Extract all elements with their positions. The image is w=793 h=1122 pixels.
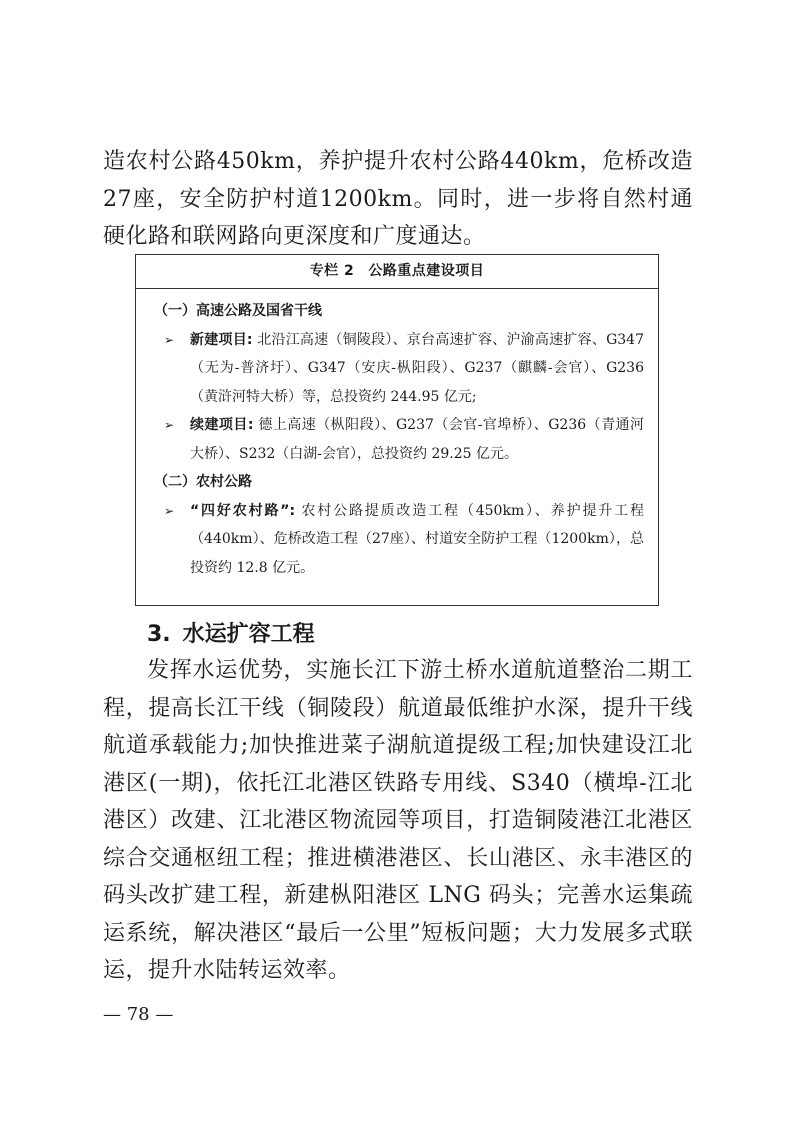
arrow-bullet-icon: ➢ (164, 418, 175, 432)
project-box (135, 254, 659, 606)
box-item-text: 北沿江高速（铜陵段）、京台高速扩容、沪渝高速扩容、G347（无为-普济圩）、G347（安庆-枞阳段）、G237（麒麟-会官）、G236（黄浒河特大桥）等，总投资约 244.95 亿元; (190, 331, 644, 405)
section-title: 水运扩容工程 (182, 622, 315, 647)
box-item-rural-roads (154, 497, 644, 583)
box-section-heading: （一）高速公路及国省干线 (154, 303, 322, 319)
page-number: — 78 — (103, 1004, 174, 1025)
box-body (154, 297, 644, 582)
box-item-text: 德上高速（枞阳段）、G237（会官-官埠桥）、G236（青通河大桥）、S232（白湖-会官），总投资约 29.25 亿元。 (190, 417, 644, 462)
box-section-heading: （二）农村公路 (154, 474, 252, 490)
arrow-bullet-icon: ➢ (164, 503, 175, 518)
box-item-label: 新建项目: (190, 331, 253, 348)
box-item-new-projects (154, 326, 644, 412)
section-paragraph: 发挥水运优势，实施长江下游土桥水道航道整治二期工程，提高长江干线（铜陵段）航道最低维护水深，提升干线航道承载能力;加快推进菜子湖航道提级工程;加快建设江北港区(一期)，依托江北港区铁路专用线、S340（横埠-江北港区）改建、江北港区物流园等项目，打造铜陵港江北港区综合交通枢纽工程；推进横港港区、长山港区、永丰港区的码头改扩建工程，新建枞阳港区 LNG 码头；完善水运集疏运系统，解决港区“最后一公里”短板问题；大力发展多式联运，提升水陆转运效率。 (103, 658, 693, 983)
section-heading (147, 616, 315, 653)
box-title-label: 专栏 2 (309, 263, 355, 279)
arrow-bullet-icon: ➢ (164, 332, 175, 347)
box-item-label: “四好农村路”: (190, 502, 296, 519)
box-title (136, 255, 658, 289)
box-item-label: 续建项目: (190, 417, 254, 433)
box-title-text: 公路重点建设项目 (368, 263, 485, 279)
section-number: 3. (147, 622, 171, 647)
box-item-continued-projects (154, 411, 644, 468)
box-item-text: 农村公路提质改造工程（450km）、养护提升工程（440km）、危桥改造工程（27座）、村道安全防护工程（1200km），总投资约 12.8 亿元。 (190, 502, 644, 576)
intro-paragraph: 造农村公路450km，养护提升农村公路440km，危桥改造27座，安全防护村道1200km。同时，进一步将自然村通硬化路和联网路向更深度和广度通达。 (103, 149, 693, 249)
